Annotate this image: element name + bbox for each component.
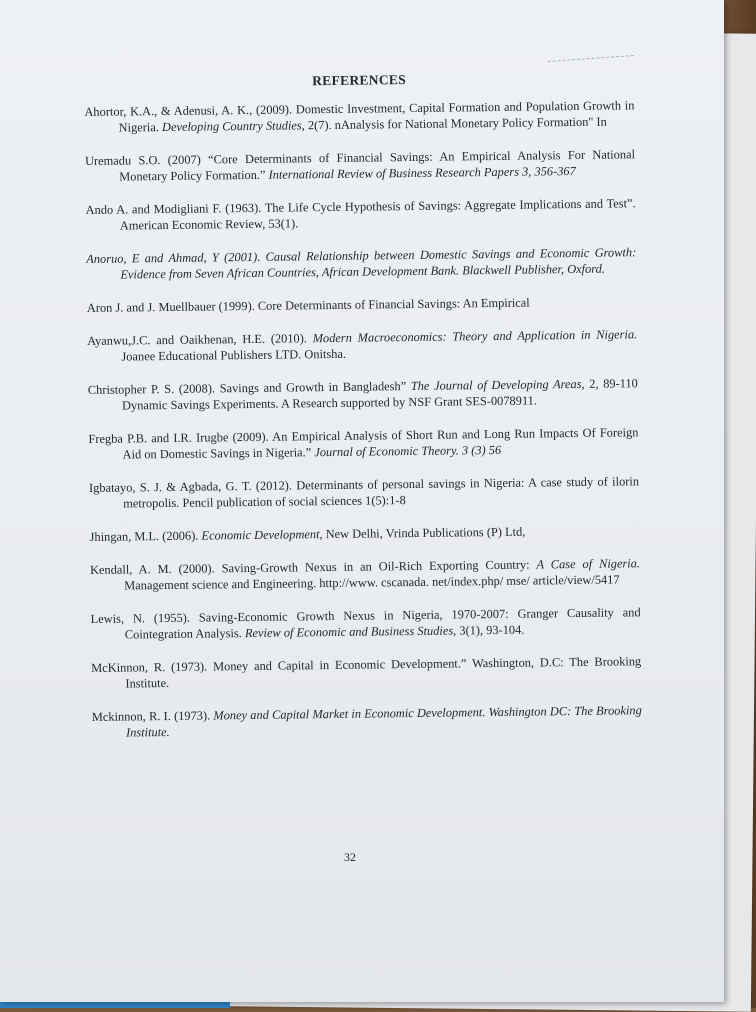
reference-entry xyxy=(91,604,641,643)
reference-text: Lewis, N. (1955). Saving-Economic Growth Nexus in Nigeria, 1970-2007: Granger Causality and Cointegration Analysis. xyxy=(90,605,641,642)
reference-entry xyxy=(86,195,636,234)
reference-text: Ayanwu,J.C. and Oaikhenan, H.E. (2010). xyxy=(87,331,313,348)
reference-italic-text: International Review of Business Research Papers 3, 356-367 xyxy=(268,163,576,182)
reference-entry xyxy=(85,146,635,185)
reference-entry xyxy=(84,97,634,136)
reference-text: , 2(7). nAnalysis for National Monetary Policy Formation" In xyxy=(301,114,607,133)
reference-italic-text: Money and Capital Market in Economic Development. Washington DC: The Brooking Institute. xyxy=(125,703,642,740)
reference-text: McKinnon, R. (1973). Money and Capital in Economic Development.” Washington, D.C: The Brooking Institute. xyxy=(91,654,642,691)
reference-text: Uremadu S.O. (2007) “Core Determinants of Financial Savings: An Empirical Analysis For National Monetary Policy Formation.” xyxy=(84,147,636,184)
reference-text: 3(1), 93-104. xyxy=(456,622,525,638)
reference-text: Joanee Educational Publishers LTD. Onitsha. xyxy=(121,346,347,364)
reference-text: Igbatayo, S. J. & Agbada, G. T. (2012). Determinants of personal savings in Nigeria: A case study of ilorin metropolis. Pencil publication of social sciences 1(5):1-8 xyxy=(88,474,640,511)
reference-text: Jhingan, M.L. (2006). xyxy=(89,528,202,544)
reference-entry xyxy=(90,555,640,594)
reference-entry xyxy=(87,293,637,316)
reference-italic-text: The Journal of Developing Areas, xyxy=(410,376,585,394)
reference-entry xyxy=(88,375,638,414)
reference-entry xyxy=(88,424,638,463)
reference-text: Ando A. and Modigliani F. (1963). The Life Cycle Hypothesis of Savings: Aggregate Implications and Test”. American Economic Review, 53(1). xyxy=(85,196,636,233)
reference-text: 2, 89-110 Dynamic Savings Experiments. A Research supported by NSF Grant SES-0078911. xyxy=(121,376,638,413)
reference-entry xyxy=(92,702,642,741)
reference-italic-text: Developing Country Studies xyxy=(161,118,302,135)
reference-italic-text: Anoruo, E and Ahmad, Y (2001). Causal Relationship between Domestic Savings and Economic Growth: Evidence from Seven African Countries, African Development Bank. Blackwell Publisher, Oxford. xyxy=(86,245,637,282)
reference-entry xyxy=(90,522,640,545)
reference-list xyxy=(84,97,642,741)
reference-italic-text: Modern Macroeconomics: Theory and Application in Nigeria. xyxy=(312,327,638,346)
reference-italic-text: A Case of Nigeria. xyxy=(536,556,641,572)
reference-italic-text: Economic Development, xyxy=(201,527,323,543)
reference-entry xyxy=(91,653,641,692)
reference-text: Ahortor, K.A., & Adenusi, A. K., (2009). Domestic Investment, Capital Formation and Population Growth in Nigeria. xyxy=(84,98,635,135)
reference-italic-text: Journal of Economic Theory. 3 (3) 56 xyxy=(314,442,502,460)
reference-text: Fregba P.B. and I.R. Irugbe (2009). An Empirical Analysis of Short Run and Long Run Impacts Of Foreign Aid on Domestic Savings in Nigeria.” xyxy=(88,425,639,462)
reference-text: Management science and Engineering. http://www. cscanada. net/index.php/ mse/ article/view/5417 xyxy=(124,572,620,593)
reference-text: Kendall, A. M. (2000). Saving-Growth Nexus in an Oil-Rich Exporting Country: xyxy=(89,557,537,577)
page-number: 32 xyxy=(344,850,356,864)
reference-entry xyxy=(87,326,637,365)
reference-entry xyxy=(86,244,636,283)
reference-entry xyxy=(89,473,639,512)
reference-text: New Delhi, Vrinda Publications (P) Ltd, xyxy=(322,524,526,542)
reference-text: Mckinnon, R. I. (1973). xyxy=(91,708,214,724)
reference-italic-text: Review of Economic and Business Studies, xyxy=(244,623,457,641)
references-heading: REFERENCES xyxy=(312,72,407,89)
reference-text: Aron J. and J. Muellbauer (1999). Core Determinants of Financial Savings: An Empirical xyxy=(86,295,530,315)
references-section xyxy=(84,69,642,758)
reference-text: Christopher P. S. (2008). Savings and Growth in Bangladesh” xyxy=(87,379,411,397)
